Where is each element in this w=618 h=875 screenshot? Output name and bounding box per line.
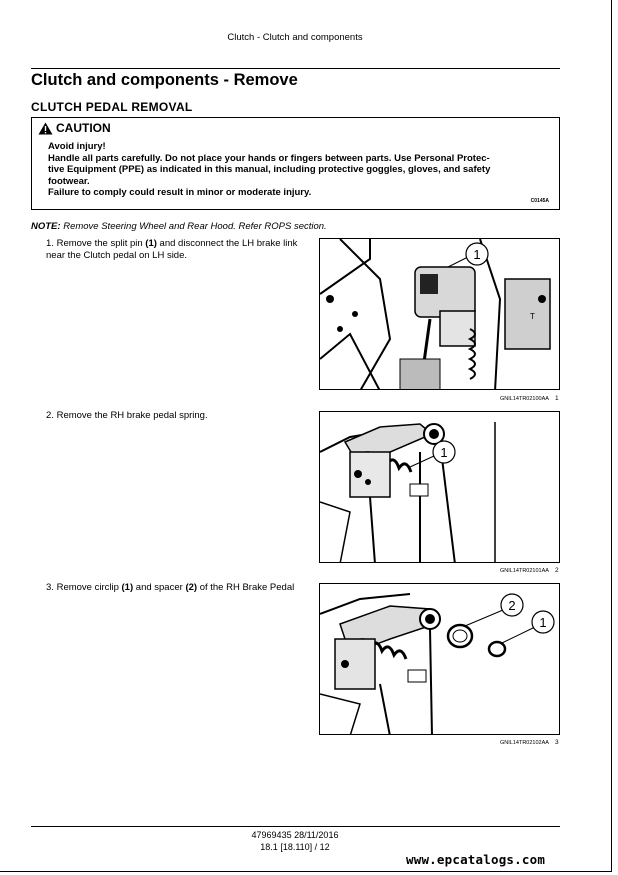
step-text-part: Remove the split pin — [56, 238, 146, 249]
figure-3-callout-1: 1 — [539, 615, 547, 630]
step-callout-ref: (1) — [121, 582, 134, 593]
note — [31, 221, 327, 232]
figure-3-number: 3 — [555, 739, 559, 746]
caution-code: C0145A — [530, 198, 549, 204]
figure-2-callout-1: 1 — [440, 445, 448, 460]
figure-1-callout-1: 1 — [473, 247, 481, 262]
caution-line: tive Equipment (PPE) as indicated in this manual, including protective goggles, gloves, and safety — [48, 164, 491, 175]
caution-line: Handle all parts carefully. Do not place your hands or fingers between parts. Use Personal Protec- — [48, 152, 490, 164]
figure-2-image — [319, 411, 560, 563]
step-text-part: Remove circlip — [53, 582, 122, 593]
subsection-title: CLUTCH PEDAL REMOVAL — [31, 100, 193, 114]
step-callout-ref: (1) — [145, 238, 157, 249]
header-rule — [31, 68, 560, 69]
step-text-part: and disconnect the LH brake link near the Clutch pedal on LH side. — [46, 238, 298, 261]
warning-triangle-icon — [38, 122, 53, 135]
figure-1-number: 1 — [555, 395, 559, 402]
step-callout-ref: (2) — [185, 582, 198, 593]
caution-line: footwear. — [48, 175, 90, 187]
step-number: 3. — [46, 582, 54, 593]
note-label: NOTE: — [31, 221, 61, 232]
step-3-text — [46, 582, 298, 594]
caution-line: Avoid injury! — [48, 141, 106, 152]
step-2-text — [46, 410, 298, 422]
watermark[interactable]: www.epcatalogs.com — [406, 852, 546, 867]
figure-3-callout-2: 2 — [508, 598, 516, 613]
caution-body — [48, 141, 548, 199]
caution-box — [31, 117, 560, 210]
step-text-part: and spacer — [133, 582, 186, 593]
note-text: Remove Steering Wheel and Rear Hood. Refer ROPS section. — [60, 221, 327, 232]
step-text-part: Remove the RH brake pedal spring. — [56, 410, 208, 421]
caution-heading-text: CAUTION — [56, 121, 111, 135]
figure-2-number: 2 — [555, 567, 559, 574]
section-title: Clutch and components - Remove — [31, 71, 298, 89]
svg-text:T: T — [530, 312, 535, 321]
running-header: Clutch - Clutch and components — [227, 32, 363, 43]
footer-doc-ref: 47969435 28/11/2016 — [251, 830, 339, 840]
caution-heading — [38, 121, 111, 135]
figure-1-image — [319, 238, 560, 390]
step-1-text — [46, 238, 298, 262]
figure-3-image — [319, 583, 560, 735]
footer-rule — [31, 826, 560, 827]
figure-3-code: GNIL14TR02102AA — [500, 740, 549, 746]
caution-line: Failure to comply could result in minor or moderate injury. — [48, 187, 312, 198]
footer-page-ref: 18.1 [18.110] / 12 — [260, 842, 330, 852]
step-number: 1. — [46, 238, 54, 249]
figure-2-code: GNIL14TR02101AA — [500, 568, 549, 574]
step-number: 2. — [46, 410, 54, 421]
step-text-part: of the RH Brake Pedal — [197, 582, 295, 593]
figure-1-code: GNIL14TR02100AA — [500, 396, 549, 402]
